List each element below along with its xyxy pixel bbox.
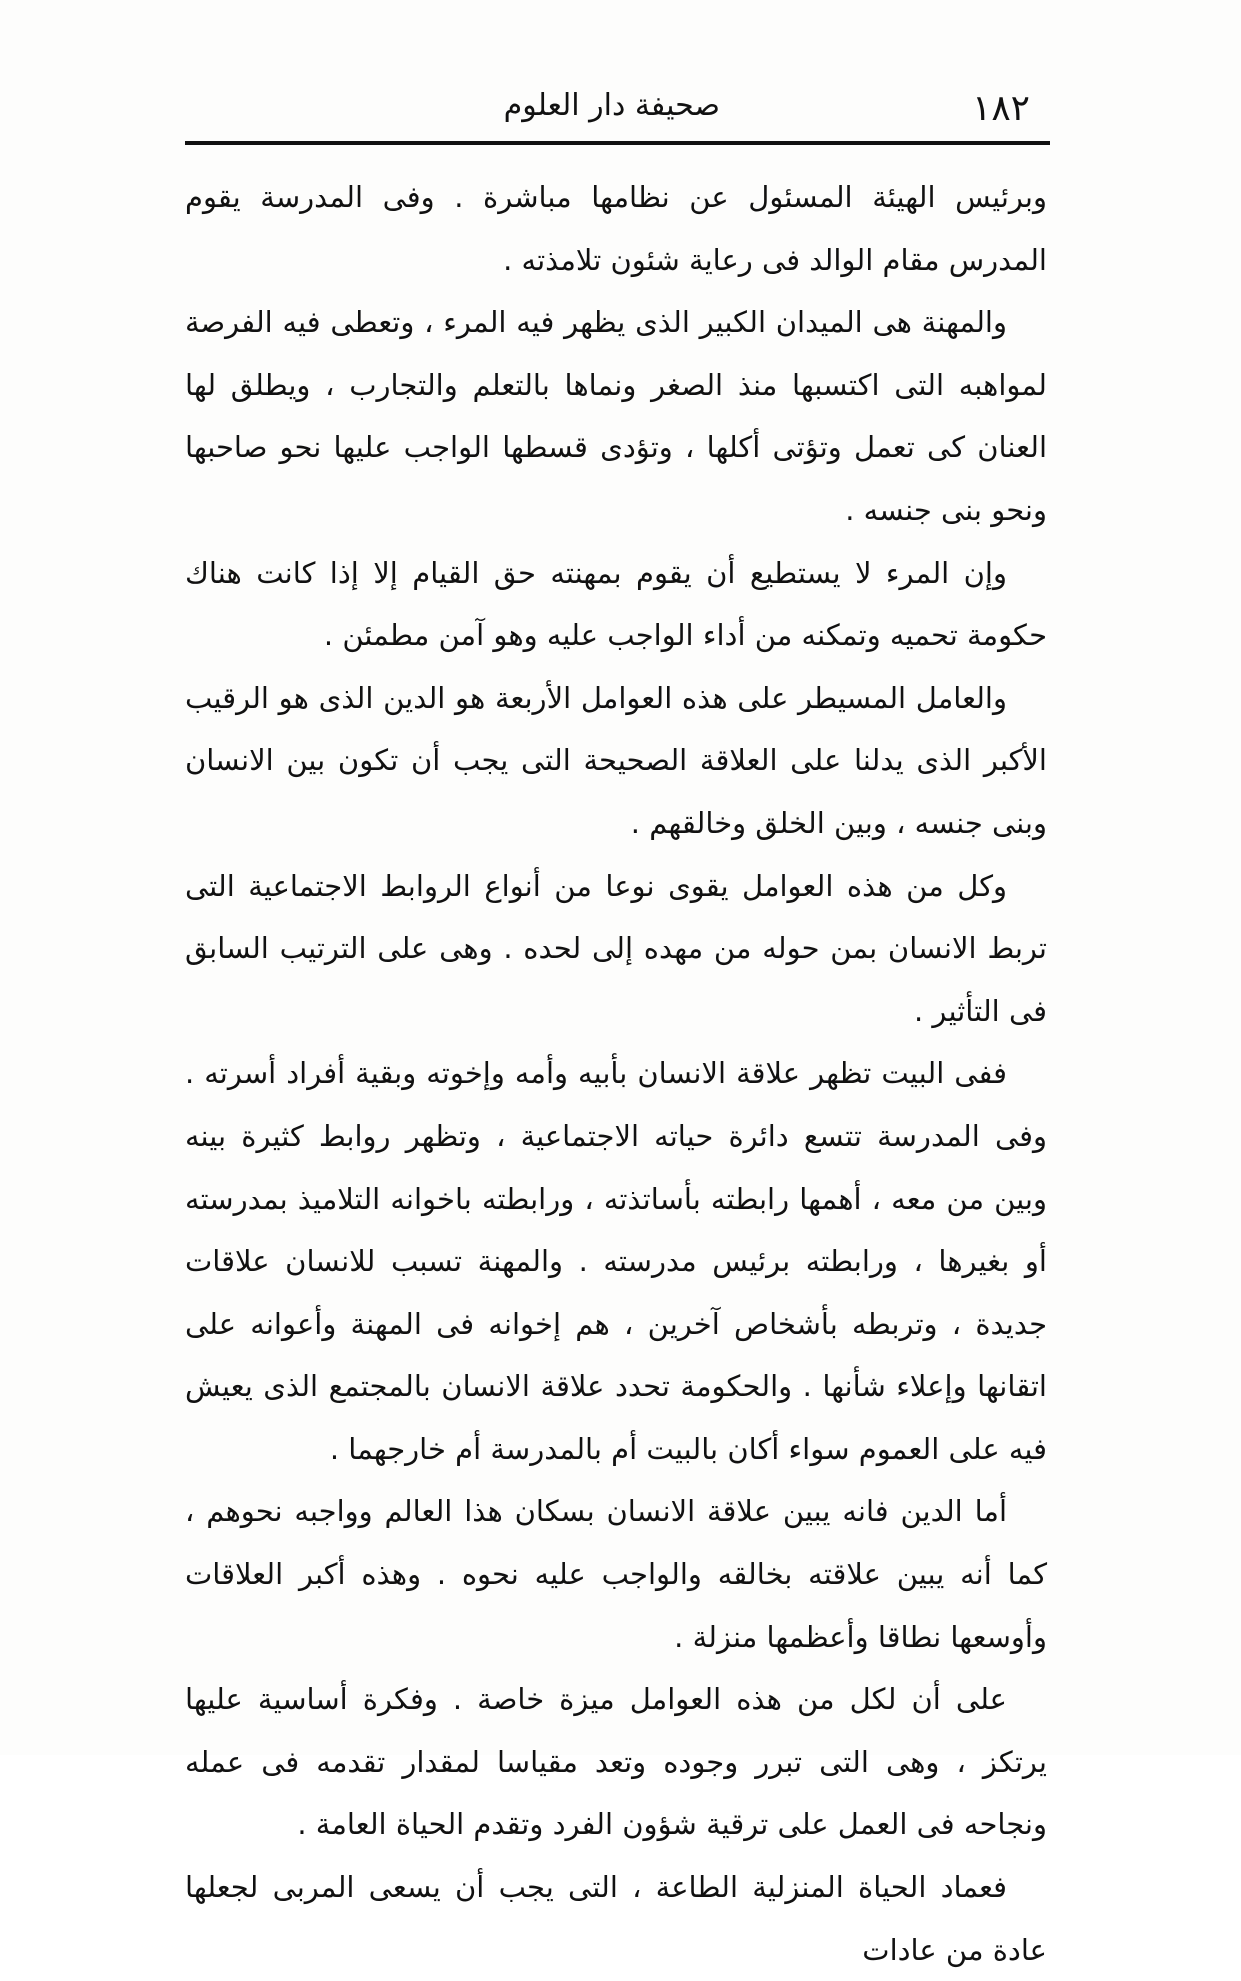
paragraph: والمهنة هى الميدان الكبير الذى يظهر فيه المرء ، وتعطى فيه الفرصة لمواهبه التى اكتسبها منذ الصغر ونماها بالتعلم والتجارب ، ويطلق لها العنان كى تعمل وتؤتى أكلها ، وتؤدى قسطها الواجب عليها نحو صاحبها ونحو بنى جنسه . xyxy=(185,305,1047,527)
paragraph: على أن لكل من هذه العوامل ميزة خاصة . وفكرة أساسية عليها يرتكز ، وهى التى تبرر وجوده وتعد مقياسا لمقدار تقدمه فى عمله ونجاحه فى العمل على ترقية شؤون الفرد وتقدم الحياة العامة . xyxy=(185,1682,1047,1842)
running-title: صحيفة دار العلوم xyxy=(503,88,720,123)
header-rule xyxy=(185,141,1050,145)
paragraph: ففى البيت تظهر علاقة الانسان بأبيه وأمه وإخوته وبقية أفراد أسرته . وفى المدرسة تتسع دائرة حياته الاجتماعية ، وتظهر روابط كثيرة بينه وبين من معه ، أهمها رابطته بأساتذته ، ورابطته باخوانه التلاميذ بمدرسته أو بغيرها ، ورابطته برئيس مدرسته . والمهنة تسبب للانسان علاقات جديدة ، وتربطه بأشخاص آخرين ، هم إخوانه فى المهنة وأعوانه على اتقانها وإعلاء شأنها . والحكومة تحدد علاقة الانسان بالمجتمع الذى يعيش فيه على العموم سواء أكان بالبيت أم بالمدرسة أم خارجهما . xyxy=(185,1056,1047,1466)
page-header xyxy=(180,78,1050,138)
paragraph: فعماد الحياة المنزلية الطاعة ، التى يجب أن يسعى المربى لجعلها عادة من عادات xyxy=(185,1870,1047,1967)
paragraph: وبرئيس الهيئة المسئول عن نظامها مباشرة . وفى المدرسة يقوم المدرس مقام الوالد فى رعاية شئون تلامذته . xyxy=(185,180,1047,277)
paragraph: أما الدين فانه يبين علاقة الانسان بسكان هذا العالم وواجبه نحوهم ، كما أنه يبين علاقته بخالقه والواجب عليه نحوه . وهذه أكبر العلاقات وأوسعها نطاقا وأعظمها منزلة . xyxy=(185,1494,1047,1654)
paragraph: وكل من هذه العوامل يقوى نوعا من أنواع الروابط الاجتماعية التى تربط الانسان بمن حوله من مهده إلى لحده . وهى على الترتيب السابق فى التأثير . xyxy=(185,868,1047,1028)
paragraph: وإن المرء لا يستطيع أن يقوم بمهنته حق القيام إلا إذا كانت هناك حكومة تحميه وتمكنه من أداء الواجب عليه وهو آمن مطمئن . xyxy=(185,555,1047,653)
paragraph: والعامل المسيطر على هذه العوامل الأربعة هو الدين الذى هو الرقيب الأكبر الذى يدلنا على العلاقة الصحيحة التى يجب أن تكون بين الانسان وبنى جنسه ، وبين الخلق وخالقهم . xyxy=(185,680,1047,840)
page-number: ١٨٢ xyxy=(971,88,1030,129)
body-text xyxy=(185,166,1047,1981)
